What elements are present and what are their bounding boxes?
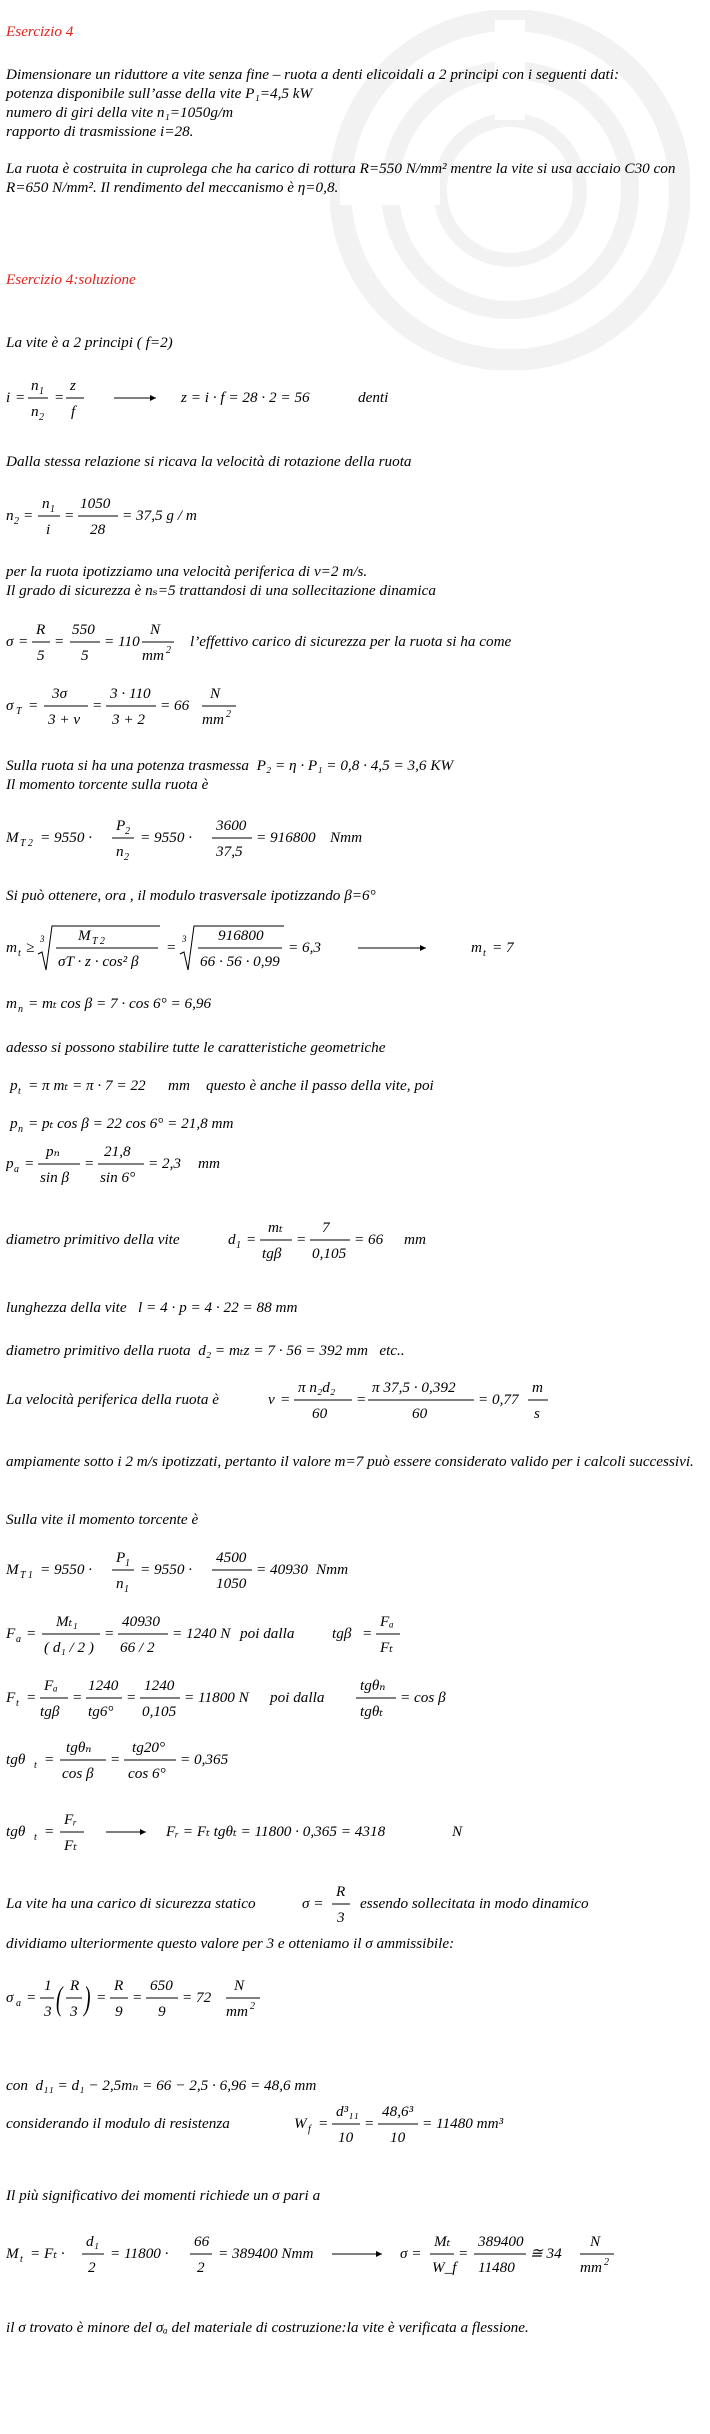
eq-lhs: σ (6, 1989, 14, 2006)
eq-num3: 1240 (144, 1677, 175, 1694)
eq-z: z (70, 377, 76, 394)
eq-lhs: n (6, 507, 14, 524)
eq-rhs: = 6,3 (288, 939, 322, 956)
text-velocity-line2: Il grado di sicurezza è nₛ=5 trattandosi di una sollecitazione dinamica (6, 582, 436, 599)
eq-den: sin β (40, 1169, 70, 1186)
eq-num2: 48,6³ (382, 2103, 414, 2120)
eq-rhs: = 916800 (256, 829, 316, 846)
text-admissible: ammissibile: (376, 1935, 455, 1952)
eq-note: poi dalla (270, 1689, 325, 1706)
eq-den4: 11480 (478, 2259, 515, 2276)
eq-sigma-a: σₐ (155, 2319, 168, 2336)
eq-result: m (471, 939, 482, 956)
eq-unit-den: s (534, 1405, 540, 1422)
eq-den: 3 (337, 1909, 345, 1926)
eq-frac-num: Fₐ (380, 1613, 394, 1630)
eq-unit-den: mm (226, 2003, 248, 2020)
equation-fr (6, 1806, 566, 1861)
eq-den: n (116, 843, 124, 860)
eq-num: Mₜ₁ (56, 1613, 78, 1630)
eq-rhs: Fᵣ = Fₜ tgθₜ = 11800 · 0,365 = 4318 (166, 1823, 386, 1840)
eq-rhs: = 2,3 (148, 1155, 182, 1172)
eq-den2: 3 (70, 2003, 78, 2020)
eq-den-sub: 2 (124, 852, 129, 863)
svg-text:=: = (54, 633, 65, 650)
eq-expr: l = 4 · p = 4 · 22 = 88 mm (138, 1299, 298, 1316)
eq-den2: 60 (412, 1405, 428, 1422)
eq-rhs: z = i · f = 28 · 2 = 56 (181, 389, 310, 406)
text-velocity-line1: per la ruota ipotizziamo una velocità periferica di v=2 m/s. (6, 563, 368, 580)
eq-sigma-label: σ = (400, 2245, 422, 2262)
eq-lhs: p (10, 1115, 18, 1132)
svg-text:3: 3 (40, 934, 45, 944)
eq-num-sub: T 2 (92, 936, 105, 947)
svg-text:): ) (84, 1979, 91, 2017)
eq-den2: 66 · 56 · 0,99 (200, 953, 280, 970)
eq-lhs: v (268, 1391, 275, 1408)
eq-num-sub: 1 (125, 1558, 130, 1569)
eq-num-sub: 2 (125, 826, 130, 837)
eq-label: lunghezza della vite (6, 1299, 127, 1316)
eq-rel: ≥ (26, 939, 35, 956)
eq-note: questo è anche il passo della vite, poi (206, 1077, 434, 1094)
eq-unit-num: m (532, 1379, 543, 1396)
eq-n2: n (31, 403, 39, 420)
eq-num2: 550 (72, 621, 95, 638)
text-resistance: considerando il modulo di resistenza (6, 2115, 230, 2132)
eq-den2: 37,5 (216, 843, 243, 860)
svg-text:=: = (110, 1751, 121, 1768)
eq-lhs-sub: 2 (14, 516, 19, 527)
svg-text:=: = (24, 1155, 35, 1172)
eq-sigma: σ (272, 2187, 280, 2204)
equation-mt2 (6, 812, 426, 867)
eq-unit: mm (404, 1231, 426, 1248)
eq-const: = 9550 · (40, 1561, 93, 1578)
eq-lhs: M (6, 1561, 19, 1578)
svg-text:=: = (458, 2245, 469, 2262)
eq-lhs-sub: t (16, 1698, 19, 1709)
eq-const: = Fₜ · (30, 2245, 65, 2262)
eq-lhs: tgθ (6, 1823, 26, 1840)
text-significant-label: Il più significativo dei momenti richiede un (6, 2187, 269, 2204)
eq-sigma-sub: T (16, 706, 22, 717)
svg-text:=: = (318, 2115, 329, 2132)
eq-unit: N (452, 1823, 463, 1840)
eq-unit-den: mm (580, 2259, 602, 2276)
eq-unit-exp: 2 (166, 645, 171, 656)
svg-text:=: = (72, 1689, 83, 1706)
svg-text:=: = (280, 1391, 291, 1408)
eq-lhs: tgθ (6, 1751, 26, 1768)
eq-tail: = cos β (400, 1689, 446, 1706)
eq-lhs: M (6, 2245, 19, 2262)
text-geometry: adesso si possono stabilire tutte le caratteristiche geometriche (6, 1039, 386, 1056)
eq-lhs-sub: 1 (236, 1240, 241, 1251)
eq-unit-num: N (150, 621, 161, 638)
eq-den2: 28 (90, 521, 106, 538)
text-power-label: Sulla ruota si ha una potenza trasmessa (6, 757, 250, 774)
eq-lhs: d (228, 1231, 236, 1248)
eq-label: diametro primitivo della vite (6, 1231, 180, 1248)
eq-num2: 3 · 110 (110, 685, 151, 702)
statement-line-3: numero di giri della vite n₁=1050g/m (6, 104, 234, 121)
eq-den: 2 (88, 2259, 96, 2276)
eq-num: d₁ (86, 2233, 99, 2250)
eq-num2: 4500 (216, 1549, 247, 1566)
eq-lhs: F (6, 1689, 16, 1706)
eq-expr: d₂ = mₜz = 7 · 56 = 392 mm (198, 1342, 368, 1359)
eq-result-value: = 7 (492, 939, 514, 956)
eq-lhs-sub: T 2 (20, 838, 33, 849)
eq-label: La velocità periferica della ruota è (6, 1391, 220, 1408)
eq-num2: 3600 (216, 817, 247, 834)
text-relation: Dalla stessa relazione si ricava la velocità di rotazione della ruota (6, 453, 412, 470)
eq-expr: = mₜ cos β = 7 · cos 6° = 6,96 (28, 995, 212, 1012)
eq-n2-sub: 2 (39, 412, 44, 422)
eq-den2: 66 / 2 (120, 1639, 155, 1656)
text-diam-wheel (6, 1341, 698, 1360)
eq-den: 3 (44, 2003, 52, 2020)
solution-title: Esercizio 4:soluzione (6, 271, 136, 288)
eq-lhs-sub: t (20, 2254, 23, 2265)
eq-lhs-sub: a (16, 1998, 21, 2009)
eq-lhs-sub: n (18, 1004, 23, 1015)
eq-den: Fₜ (64, 1837, 78, 1854)
statement (6, 65, 698, 197)
equation-sigma-t (6, 680, 306, 735)
eq-const2: = 9550 · (140, 829, 193, 846)
eq-note: poi dalla (240, 1625, 295, 1642)
eq-lhs-sub: a (14, 1164, 19, 1175)
svg-text:=: = (84, 1155, 95, 1172)
svg-text:=: = (23, 507, 34, 524)
text-il: il (6, 2319, 15, 2336)
eq-den: σT · z · cos² β (58, 953, 139, 970)
eq-label: diametro primitivo della ruota (6, 1342, 191, 1359)
eq-den2: 5 (81, 647, 89, 664)
eq-unit-exp: 2 (250, 2001, 255, 2012)
eq-den3: W_f (432, 2259, 457, 2276)
text-conclusion (6, 2318, 698, 2337)
svg-text:=: = (356, 1391, 367, 1408)
eq-lhs-sub: f (308, 2124, 311, 2135)
eq-lhs-sub: t (18, 1086, 21, 1097)
eq-num2: tg20° (132, 1739, 166, 1756)
eq-den2: 3 + 2 (112, 711, 146, 728)
eq-frac-den: tgθₜ (360, 1703, 384, 1720)
text-divide (6, 1934, 698, 1953)
eq-den: ( d₁ / 2 ) (44, 1639, 94, 1656)
eq-symbol: i (6, 389, 11, 406)
text-verified: del materiale di costruzione:la vite è verificata a flessione. (171, 2319, 529, 2336)
eq-unit-exp: 2 (604, 2257, 609, 2268)
eq-den: 3 + v (48, 711, 81, 728)
eq-note: l’effettivo carico di sicurezza per la ruota si ha come (190, 633, 512, 650)
eq-unit-num: N (590, 2233, 601, 2250)
eq-const2: = 11800 · (110, 2245, 169, 2262)
svg-text:=: = (44, 1751, 55, 1768)
equation-v (6, 1372, 626, 1430)
eq-sigma: σ (6, 697, 14, 714)
eq-result-sub: t (483, 948, 486, 959)
eq-num2: R (70, 1977, 80, 1994)
eq-mid: = 72 (182, 1989, 212, 2006)
svg-text:=: = (96, 1989, 107, 2006)
eq-lhs-sub: t (18, 948, 21, 959)
statement-line-1: Dimensionare un riduttore a vite senza fine – ruota a denti elicoidali a 2 principi con i seguenti dati: (6, 66, 620, 83)
eq-den: i (46, 521, 51, 538)
eq-den2: 10 (390, 2129, 406, 2146)
eq-num2: 21,8 (104, 1143, 131, 1160)
equation-sigma (6, 616, 646, 671)
equation-pa (6, 1138, 306, 1193)
text-dynamic: essendo sollecitata in modo dinamico (360, 1895, 589, 1912)
eq-den: n (116, 1575, 124, 1592)
eq-rhs: = 11480 mm³ (422, 2115, 504, 2132)
eq-unit: Nmm (316, 1561, 349, 1578)
eq-n1-sub: 1 (39, 386, 44, 397)
eq-lhs-sub: n (18, 1124, 23, 1135)
eq-mid: = 66 (160, 697, 190, 714)
eq-expr: σ = (302, 1895, 324, 1912)
eq-rhs: = 66 (354, 1231, 384, 1248)
eq-unit-exp: 2 (226, 709, 231, 720)
eq-lhs-sub: t (34, 1760, 37, 1771)
eq-lhs: M (6, 829, 19, 846)
eq-unit-num: N (234, 1977, 245, 1994)
eq-num2: 916800 (218, 927, 264, 944)
exercise-title: Esercizio 4 (6, 23, 74, 40)
eq-den-sub: 1 (124, 1584, 129, 1595)
eq-f: f (71, 403, 76, 420)
eq-sigma: σ (365, 1935, 373, 1952)
eq-den3: 9 (115, 2003, 123, 2020)
svg-text:=: = (126, 1689, 137, 1706)
eq-lhs-sub: a (16, 1634, 21, 1645)
svg-text:=: = (15, 389, 26, 406)
eq-num2: 1050 (80, 495, 111, 512)
eq-den2: 1050 (216, 1575, 247, 1592)
equation-pt (6, 1070, 606, 1100)
eq-num: P (116, 1549, 126, 1566)
eq-lhs: m (6, 995, 17, 1012)
eq-const2: = 9550 · (140, 1561, 193, 1578)
eq-num: tgθₙ (66, 1739, 92, 1756)
svg-text:=: = (26, 1625, 37, 1642)
equation-module (6, 918, 566, 980)
svg-text:=: = (92, 697, 103, 714)
eq-num: mₜ (268, 1219, 283, 1236)
svg-text:=: = (18, 633, 29, 650)
eq-rhs: = 0,365 (180, 1751, 229, 1768)
eq-den2: 2 (197, 2259, 205, 2276)
equation-mt1 (6, 1544, 426, 1599)
eq-expr: d₁₁ = d₁ − 2,5mₙ = 66 − 2,5 · 6,96 = 48,6 mm (35, 2077, 317, 2094)
eq-num3: R (114, 1977, 124, 1994)
eq-result: ≅ 34 (530, 2245, 562, 2262)
svg-text:=: = (246, 1231, 257, 1248)
eq-den: 5 (37, 647, 45, 664)
eq-den2: tg6° (88, 1703, 114, 1720)
text-principi: La vite è a 2 principi ( f=2) (6, 334, 173, 351)
svg-text:=: = (54, 389, 65, 406)
equation-tg-theta (6, 1734, 306, 1789)
eq-lhs: p (10, 1077, 18, 1094)
eq-den4: 9 (158, 2003, 166, 2020)
eq-unit-num: N (210, 685, 221, 702)
equation-wf (6, 2098, 626, 2153)
eq-const: = 9550 · (40, 829, 93, 846)
text-divide-label: dividiamo ulteriormente questo valore per 3 e otteniamo il (6, 1935, 362, 1952)
equation-mt-sigma (6, 2226, 646, 2286)
equation-n2 (6, 488, 306, 543)
svg-text:(: ( (56, 1979, 63, 2017)
svg-text:3: 3 (182, 934, 187, 944)
svg-text:=: = (26, 1989, 37, 2006)
eq-lhs: F (6, 1625, 16, 1642)
eq-lhs: W (294, 2115, 307, 2132)
eq-mid: = 110 (104, 633, 140, 650)
eq-lhs: m (6, 939, 17, 956)
eq-num: π n₂d₂ (298, 1379, 336, 1396)
equation-d1 (6, 1214, 526, 1269)
eq-den: cos β (62, 1765, 94, 1782)
equation-ft (6, 1672, 566, 1727)
svg-text:=: = (44, 1823, 55, 1840)
eq-den: 10 (338, 2129, 354, 2146)
eq-num3: Mₜ (434, 2233, 451, 2250)
eq-num2: 40930 (122, 1613, 160, 1630)
text-d11 (6, 2076, 698, 2095)
text-static-label: La vite ha una carico di sicurezza statico (6, 1895, 256, 1912)
eq-unit: Nmm (330, 829, 363, 846)
eq-den2: sin 6° (100, 1169, 136, 1186)
eq-power: P₂ = η · P₁ = 0,8 · 4,5 = 3,6 KW (256, 757, 454, 774)
svg-text:=: = (362, 1625, 373, 1642)
text-velocity (6, 562, 698, 600)
svg-text:=: = (296, 1231, 307, 1248)
text-pari: pari a (283, 2187, 321, 2204)
eq-expr: = π mₜ = π · 7 = 22 (28, 1077, 146, 1094)
svg-text:=: = (132, 1989, 143, 2006)
eq-num4: 650 (150, 1977, 173, 1994)
eq-den: tgβ (262, 1245, 282, 1262)
text-below: ampiamente sotto i 2 m/s ipotizzati, pertanto il valore m=7 può essere considerato valido per i calcoli successivi. (6, 1453, 694, 1470)
text-power (6, 756, 698, 794)
eq-lhs-sub: t (34, 1832, 37, 1843)
eq-num-sub: 1 (50, 504, 55, 515)
eq-num: Fᵣ (64, 1811, 78, 1828)
eq-sigma: σ (18, 2319, 26, 2336)
eq-expr: = pₜ cos β = 22 cos 6° = 21,8 mm (28, 1115, 234, 1132)
equation-fa (6, 1608, 466, 1663)
text-length (6, 1298, 698, 1317)
eq-num: P (116, 817, 126, 834)
eq-num2: 1240 (88, 1677, 119, 1694)
equation-pn (6, 1108, 406, 1138)
eq-den2: 0,105 (312, 1245, 347, 1262)
eq-rhs: = 37,5 g / m (122, 507, 197, 524)
text-trovato: trovato è minore del (29, 2319, 153, 2336)
equation-ratio (6, 372, 566, 422)
eq-num: Fₐ (44, 1677, 58, 1694)
eq-rhs: = 0,77 (478, 1391, 519, 1408)
text-torque-worm: Sulla vite il momento torcente è (6, 1511, 199, 1528)
eq-frac-den: Fₜ (380, 1639, 394, 1656)
eq-num: n (42, 495, 50, 512)
svg-text:=: = (104, 1625, 115, 1642)
eq-num2: 66 (194, 2233, 210, 2250)
equation-sigma-a (6, 1970, 326, 2030)
eq-num: R (336, 1883, 346, 1900)
svg-text:=: = (364, 2115, 375, 2132)
svg-text:=: = (64, 507, 75, 524)
svg-text:=: = (166, 939, 177, 956)
svg-text:=: = (26, 1689, 37, 1706)
text-significant (6, 2186, 698, 2205)
eq-tail: etc.. (379, 1342, 405, 1359)
eq-den: 60 (312, 1405, 328, 1422)
eq-unit: denti (358, 389, 389, 406)
eq-num: M (78, 927, 91, 944)
eq-num4: 389400 (478, 2233, 524, 2250)
eq-lhs-sub: T 1 (20, 1570, 33, 1581)
eq-rhs: = 1240 N (172, 1625, 231, 1642)
eq-num2: π 37,5 · 0,392 (372, 1379, 456, 1396)
svg-text:=: = (28, 697, 39, 714)
eq-num: R (36, 621, 46, 638)
eq-unit: mm (198, 1155, 220, 1172)
statement-line-4: rapporto di trasmissione i=28. (6, 123, 194, 140)
eq-frac-num: tgθₙ (360, 1677, 386, 1694)
text-module: Si può ottenere, ora , il modulo trasversale ipotizzando β=6° (6, 887, 376, 904)
eq-den2: cos 6° (128, 1765, 166, 1782)
eq-unit-den: mm (202, 711, 224, 728)
eq-rhs: = 11800 N (184, 1689, 249, 1706)
eq-num: 1 (44, 1977, 52, 1994)
statement-line-2: potenza disponibile sull’asse della vite P₁=4,5 kW (6, 85, 313, 102)
eq-unit: mm (168, 1077, 190, 1094)
eq-lhs: p (6, 1155, 14, 1172)
eq-num: d³₁₁ (336, 2103, 359, 2120)
eq-num: pₙ (46, 1143, 60, 1160)
eq-num2: 7 (322, 1219, 330, 1236)
eq-unit-den: mm (142, 647, 164, 664)
text-torque-wheel: Il momento torcente sulla ruota è (6, 776, 209, 793)
equation-static (6, 1880, 706, 1930)
eq-den: tgβ (40, 1703, 60, 1720)
eq-tg: tgβ (332, 1625, 352, 1642)
text-con: con (6, 2077, 28, 2094)
eq-rhs: = 389400 Nmm (218, 2245, 314, 2262)
eq-rhs: = 40930 (256, 1561, 309, 1578)
eq-num: 3σ (52, 685, 68, 702)
statement-line-5: La ruota è costruita in cuprolega che ha carico di rottura R=550 N/mm² mentre la vite si usa acciaio C30 con R=650 N/mm². Il rendimento del meccanismo è η=0,8. (6, 160, 676, 196)
eq-sigma: σ (6, 633, 14, 650)
eq-den3: 0,105 (142, 1703, 177, 1720)
eq-n1: n (31, 377, 39, 394)
equation-mn (6, 988, 406, 1018)
